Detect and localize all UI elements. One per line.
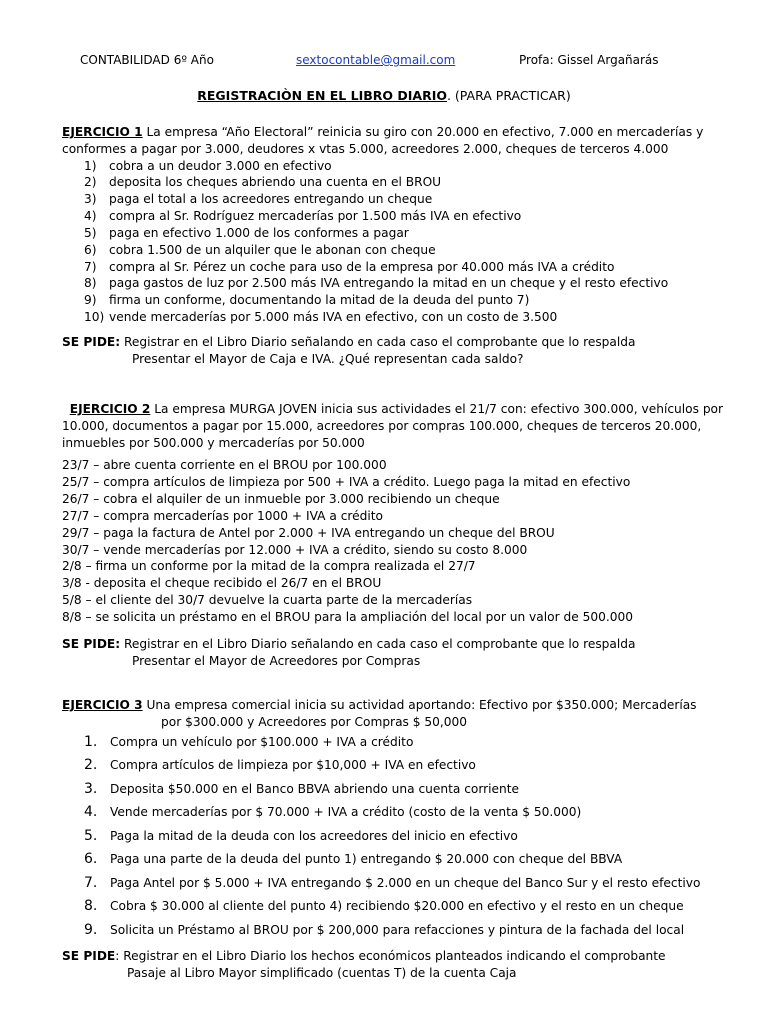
list-item: 23/7 – abre cuenta corriente en el BROU por 100.000 — [62, 458, 387, 473]
item-number: 4. — [84, 804, 98, 821]
se-pide-line-1: Registrar en el Libro Diario señalando en cada caso el comprobante que lo respalda — [120, 334, 636, 349]
exercise-3-intro-2: por $300.000 y Acreedores por Compras $ 50,000 — [161, 714, 468, 729]
item-number: 5) — [84, 225, 97, 240]
title-suffix: . (PARA PRACTICAR) — [446, 88, 571, 103]
list-item: 5/8 – el cliente del 30/7 devuelve la cuarta parte de la mercaderías — [62, 593, 473, 608]
exercise-2-list — [62, 457, 752, 625]
list-item — [84, 158, 752, 175]
list-item: 2/8 – firma un conforme por la mitad de la compra realizada el 27/7 — [62, 559, 476, 574]
exercise-3-label: EJERCICIO 3 — [62, 698, 143, 712]
item-text: Compra artículos de limpieza por $10,000 + IVA en efectivo — [110, 758, 476, 773]
list-item — [84, 174, 752, 191]
exercise-1 — [62, 124, 752, 368]
item-number: 2. — [84, 757, 98, 774]
list-item — [84, 919, 752, 943]
list-item: 29/7 – paga la factura de Antel por 2.000 + IVA entregando un cheque del BROU — [62, 525, 555, 540]
se-pide-label: SE PIDE: — [62, 636, 121, 651]
item-text: compra al Sr. Rodríguez mercaderías por 1.500 más IVA en efectivo — [109, 209, 522, 224]
exercise-2-intro — [62, 401, 752, 451]
item-number: 8. — [84, 898, 98, 915]
se-pide-line-2: Pasaje al Libro Mayor simplificado (cuentas T) de la cuenta Caja — [127, 966, 517, 981]
item-number: 7. — [84, 874, 98, 891]
item-text: paga el total a los acreedores entregando un cheque — [109, 192, 433, 207]
exercise-2 — [62, 401, 752, 669]
item-number: 9. — [84, 921, 98, 938]
list-item — [84, 754, 752, 778]
item-text: vende mercaderías por 5.000 más IVA en efectivo, con un costo de 3.500 — [109, 310, 558, 325]
item-number: 3) — [84, 192, 97, 207]
se-pide-line-1: Registrar en el Libro Diario señalando en cada caso el comprobante que lo respalda — [120, 636, 636, 651]
item-text: firma un conforme, documentando la mitad de la deuda del punto 7) — [109, 293, 530, 308]
se-pide-line-2: Presentar el Mayor de Caja e IVA. ¿Qué representan cada saldo? — [132, 351, 524, 366]
list-item — [84, 208, 752, 225]
item-number: 1. — [84, 733, 98, 750]
list-item — [84, 225, 752, 242]
list-item — [84, 825, 752, 849]
email-link[interactable]: sextocontable@gmail.com — [296, 53, 456, 67]
item-text: Paga la mitad de la deuda con los acreedores del inicio en efectivo — [110, 828, 518, 843]
se-pide-label: SE PIDE: — [62, 334, 121, 349]
item-number: 10) — [84, 310, 105, 325]
item-text: Compra un vehículo por $100.000 + IVA a crédito — [110, 734, 414, 749]
list-item: 26/7 – cobra el alquiler de un inmueble por 3.000 recibiendo un cheque — [62, 492, 500, 507]
exercise-1-intro-text: La empresa “Año Electoral” reinicia su giro con 20.000 en efectivo, 7.000 en mercaderías y conformes a pagar por 3.000, deudores x vtas 5.000, acreedores 2.000, cheques de terceros 4.000 — [62, 125, 704, 156]
item-text: Vende mercaderías por $ 70.000 + IVA a crédito (costo de la venta $ 50.000) — [110, 805, 582, 820]
item-text: cobra a un deudor 3.000 en efectivo — [109, 158, 332, 173]
page-header — [0, 52, 768, 70]
list-item — [84, 872, 752, 896]
exercise-3-list — [62, 731, 752, 943]
item-number: 1) — [84, 158, 97, 173]
exercise-3 — [62, 697, 752, 982]
item-number: 6. — [84, 851, 98, 868]
list-item — [84, 242, 752, 259]
se-pide-label: SE PIDE — [62, 949, 116, 964]
exercise-1-label: EJERCICIO 1 — [62, 125, 143, 139]
exercise-2-intro-text: La empresa MURGA JOVEN inicia sus actividades el 21/7 con: efectivo 300.000, vehículos por 10.000, documentos a pagar por 15.000, acreedores por compras 100.000, cheques de terceros 20.000, inmuebles por 500.000 y mercaderías por 50.000 — [62, 402, 724, 450]
list-item — [84, 801, 752, 825]
list-item — [84, 275, 752, 292]
title-main: REGISTRACIÒN EN EL LIBRO DIARIO — [197, 88, 447, 103]
list-item — [84, 292, 752, 309]
item-text: cobra 1.500 de un alquiler que le abonan con cheque — [109, 242, 436, 257]
item-text: Paga Antel por $ 5.000 + IVA entregando $ 2.000 en un cheque del Banco Sur y el resto efectivo — [110, 875, 701, 890]
item-text: Deposita $50.000 en el Banco BBVA abriendo una cuenta corriente — [110, 781, 520, 796]
exercise-3-pide — [62, 948, 752, 965]
list-item — [84, 778, 752, 802]
item-number: 3. — [84, 780, 98, 797]
item-text: paga gastos de luz por 2.500 más IVA entregando la mitad en un cheque y el resto efectivo — [109, 276, 669, 291]
exercise-2-pide — [62, 636, 752, 653]
item-text: paga en efectivo 1.000 de los conformes a pagar — [109, 225, 409, 240]
list-item: 25/7 – compra artículos de limpieza por 500 + IVA a crédito. Luego paga la mitad en efectivo — [62, 475, 631, 490]
item-number: 2) — [84, 175, 97, 190]
exercise-1-pide — [62, 334, 752, 351]
document-title — [0, 87, 768, 104]
item-number: 4) — [84, 209, 97, 224]
list-item — [84, 848, 752, 872]
item-text: Paga una parte de la deuda del punto 1) entregando $ 20.000 con cheque del BBVA — [110, 852, 623, 867]
se-pide-line-1: : Registrar en el Libro Diario los hechos económicos planteados indicando el comprobante — [115, 949, 666, 964]
list-item: 8/8 – se solicita un préstamo en el BROU para la ampliación del local por un valor de 500.000 — [62, 609, 633, 624]
item-text: Cobra $ 30.000 al cliente del punto 4) recibiendo $20.000 en efectivo y el resto en un cheque — [110, 899, 684, 914]
se-pide-line-2: Presentar el Mayor de Acreedores por Compras — [132, 653, 421, 668]
item-number: 9) — [84, 293, 97, 308]
item-text: compra al Sr. Pérez un coche para uso de la empresa por 40.000 más IVA a crédito — [109, 259, 615, 274]
list-item — [84, 731, 752, 755]
exercise-3-intro — [62, 697, 752, 714]
list-item — [84, 259, 752, 276]
list-item: 3/8 - deposita el cheque recibido el 26/7 en el BROU — [62, 576, 382, 591]
exercise-1-intro — [62, 124, 752, 158]
exercise-1-list — [62, 158, 752, 326]
item-number: 8) — [84, 276, 97, 291]
item-text: Solicita un Préstamo al BROU por $ 200,000 para refacciones y pintura de la fachada del local — [110, 922, 685, 937]
item-text: deposita los cheques abriendo una cuenta en el BROU — [109, 175, 442, 190]
item-number: 5. — [84, 827, 98, 844]
list-item — [84, 191, 752, 208]
list-item — [84, 309, 752, 326]
teacher-label: Profa: Gissel Argañarás — [519, 53, 659, 67]
exercise-2-label: EJERCICIO 2 — [69, 402, 151, 416]
item-number: 6) — [84, 242, 97, 257]
exercise-3-intro-1: Una empresa comercial inicia su actividad aportando: Efectivo por $350.000; Mercaderías — [142, 698, 697, 712]
list-item: 27/7 – compra mercaderías por 1000 + IVA a crédito — [62, 508, 383, 523]
list-item: 30/7 – vende mercaderías por 12.000 + IVA a crédito, siendo su costo 8.000 — [62, 542, 528, 557]
item-number: 7) — [84, 259, 97, 274]
course-label: CONTABILIDAD 6º Año — [80, 53, 214, 67]
list-item — [84, 895, 752, 919]
